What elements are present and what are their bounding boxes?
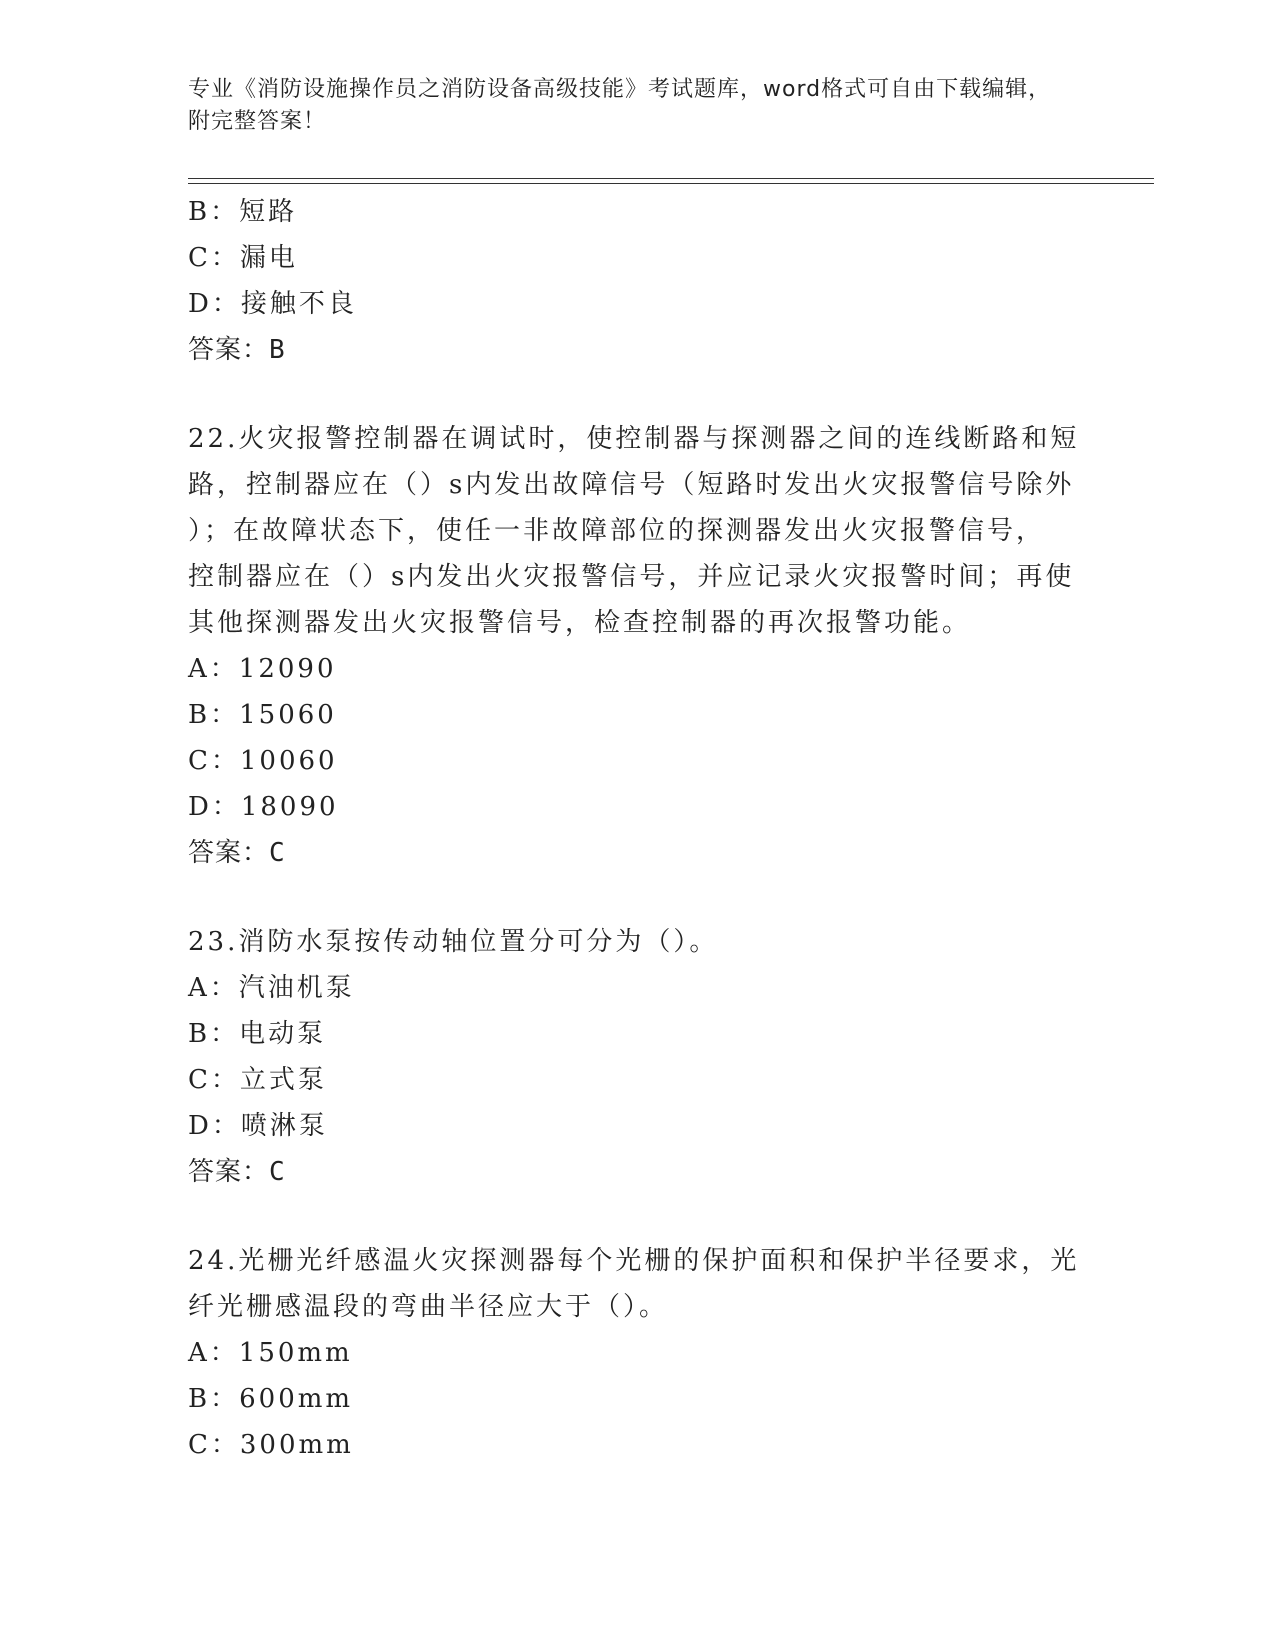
prev-question [188,189,1088,373]
option-b: B：15060 [188,700,337,730]
option-c: C：10060 [188,746,338,776]
answer-value: B [269,335,286,365]
question-text-line: 23.消防水泵按传动轴位置分可分为（）。 [188,927,719,957]
answer [188,327,1088,373]
answer-label: 答案： [188,335,270,365]
option-d: D：喷淋泵 [188,1111,328,1141]
question-text-line: 控制器应在（）s内发出火灾报警信号，并应记录火灾报警时间；再使 [188,562,1075,592]
option-a: A：150mm [188,1338,353,1368]
option-a: A：汽油机泵 [188,973,355,1003]
option-a: A：12090 [188,654,337,684]
question-text-line: 24.光栅光纤感温火灾探测器每个光栅的保护面积和保护半径要求，光 [188,1246,1080,1276]
question-text-line: 纤光栅感温段的弯曲半径应大于（）。 [188,1292,669,1322]
question-text-line: 22.火灾报警控制器在调试时，使控制器与探测器之间的连线断路和短 [188,424,1080,454]
option-b: B：短路 [188,197,298,227]
header-divider-bottom [188,183,1154,184]
option-c: C：立式泵 [188,1065,327,1095]
option-b: B：电动泵 [188,1019,327,1049]
option-d: D：接触不良 [188,289,357,319]
document-body [188,189,1088,1468]
question-text-line: 其他探测器发出火灾报警信号，检查控制器的再次报警功能。 [188,608,972,638]
answer [188,830,1088,876]
question-22 [188,416,1088,876]
option-b: B：600mm [188,1384,354,1414]
question-text-line: ）；在故障状态下，使任一非故障部位的探测器发出火灾报警信号， [188,516,1046,546]
answer-label: 答案： [188,1157,270,1187]
answer-value: C [269,1157,286,1187]
question-text-line: 路，控制器应在（）s内发出故障信号（短路时发出火灾报警信号除外 [188,470,1075,500]
option-d: D：18090 [188,792,339,822]
document-header: 专业《消防设施操作员之消防设备高级技能》考试题库，word格式可自由下载编辑，附完整答案！ [188,77,1052,134]
question-24 [188,1238,1088,1468]
answer [188,1149,1088,1195]
answer-value: C [269,838,286,868]
option-c: C：漏电 [188,243,298,273]
answer-label: 答案： [188,838,270,868]
question-23 [188,919,1088,1195]
header-divider-top [188,178,1154,179]
option-c: C：300mm [188,1430,354,1460]
